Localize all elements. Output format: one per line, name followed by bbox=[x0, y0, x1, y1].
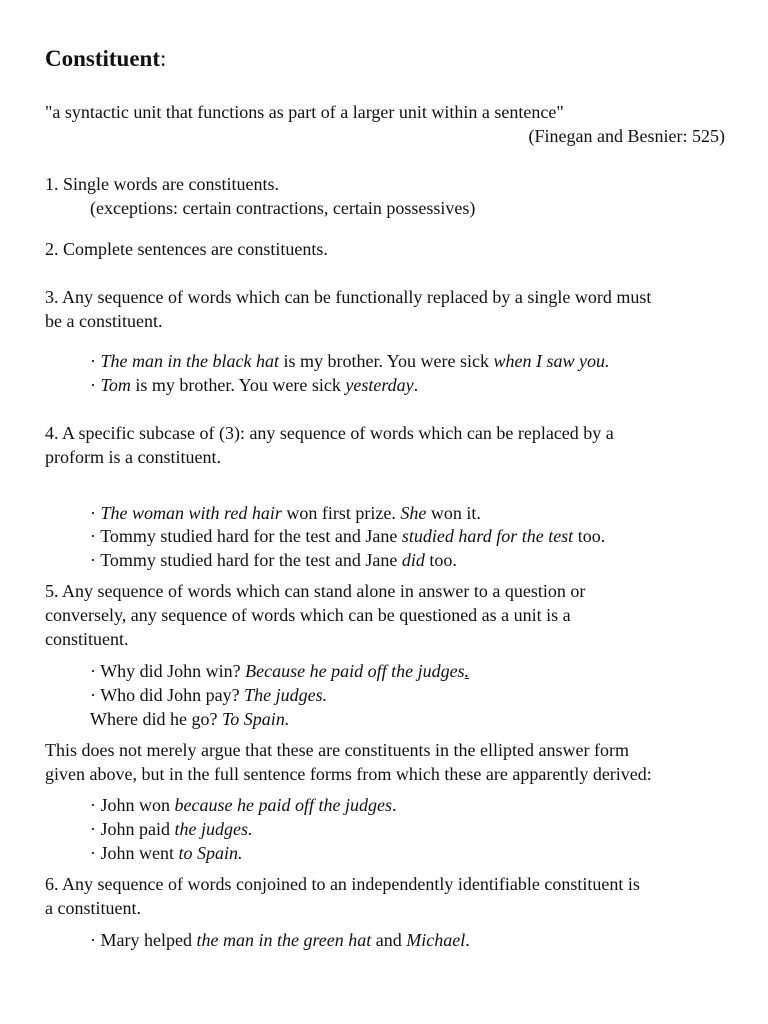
rule-5-example-1 bbox=[90, 660, 469, 682]
bullet: · bbox=[90, 930, 96, 950]
example-text: Where did he go? bbox=[90, 709, 222, 729]
example-italic: did bbox=[401, 550, 425, 570]
example-text: and bbox=[371, 930, 407, 950]
example-italic: the man in the green hat bbox=[196, 930, 372, 950]
rule-1: 1. Single words are constituents. bbox=[45, 174, 279, 194]
example-italic: studied hard for the test bbox=[401, 526, 574, 546]
example-text: Who did John pay? bbox=[100, 685, 245, 705]
bullet: · bbox=[90, 685, 96, 705]
rule-5-example-6 bbox=[90, 842, 243, 864]
rule-3-line-2: be a constituent. bbox=[45, 311, 163, 331]
example-italic: when I saw you. bbox=[493, 351, 610, 371]
example-italic: Because he paid off the judges bbox=[245, 661, 465, 681]
example-italic: Tom bbox=[100, 375, 131, 395]
bullet: · bbox=[90, 550, 96, 570]
example-text: won first prize. bbox=[281, 503, 401, 523]
example-italic: The woman with red hair bbox=[100, 503, 282, 523]
rule-6-example-1 bbox=[90, 929, 470, 951]
example-italic: The man in the black hat bbox=[100, 351, 279, 371]
rule-5-line-2: conversely, any sequence of words which can be questioned as a unit is a bbox=[45, 605, 571, 625]
rule-1-note: (exceptions: certain contractions, certain possessives) bbox=[90, 198, 476, 218]
example-italic: . bbox=[464, 661, 470, 681]
rule-5-line-3: constituent. bbox=[45, 629, 129, 649]
rule-4-example-3 bbox=[90, 549, 457, 571]
example-italic: yesterday bbox=[345, 375, 414, 395]
page-title bbox=[45, 48, 166, 70]
rule-4-example-1 bbox=[90, 502, 481, 524]
rule-3-example-2 bbox=[90, 374, 418, 396]
bullet: · bbox=[90, 351, 96, 371]
example-italic: The judges. bbox=[244, 685, 328, 705]
rule-4-example-2 bbox=[90, 525, 605, 547]
example-italic: Michael bbox=[406, 930, 466, 950]
bullet: · bbox=[90, 661, 96, 681]
bullet: · bbox=[90, 795, 96, 815]
example-italic: She bbox=[400, 503, 427, 523]
example-text: John won bbox=[100, 795, 175, 815]
rule-6-line-1: 6. Any sequence of words conjoined to an independently identifiable constituent is bbox=[45, 874, 640, 894]
example-text: . bbox=[465, 930, 470, 950]
example-text: is my brother. You were sick bbox=[278, 351, 494, 371]
bullet: · bbox=[90, 843, 96, 863]
definition-citation: (Finegan and Besnier: 525) bbox=[528, 126, 725, 146]
rule-5-example-5 bbox=[90, 818, 253, 840]
rule-5-paragraph-line-2: given above, but in the full sentence forms from which these are apparently derived: bbox=[45, 764, 652, 784]
rule-2: 2. Complete sentences are constituents. bbox=[45, 239, 328, 259]
rule-5-example-2 bbox=[90, 684, 327, 706]
definition-quote: "a syntactic unit that functions as part of a larger unit within a sentence" bbox=[45, 102, 564, 122]
rule-3-example-1 bbox=[90, 350, 609, 372]
example-text: Why did John win? bbox=[100, 661, 246, 681]
example-text: . bbox=[413, 375, 419, 395]
bullet: · bbox=[90, 503, 96, 523]
rule-5-example-4 bbox=[90, 794, 396, 816]
rule-6-line-2: a constituent. bbox=[45, 898, 141, 918]
bullet: · bbox=[90, 375, 96, 395]
example-text: too. bbox=[424, 550, 457, 570]
example-italic: the judges. bbox=[174, 819, 253, 839]
rule-5-line-1: 5. Any sequence of words which can stand alone in answer to a question or bbox=[45, 581, 586, 601]
title-colon: : bbox=[160, 46, 167, 71]
example-italic: to Spain. bbox=[178, 843, 243, 863]
bullet: · bbox=[90, 526, 96, 546]
example-italic: because he paid off the judges bbox=[174, 795, 392, 815]
rule-4-line-1: 4. A specific subcase of (3): any sequence of words which can be replaced by a bbox=[45, 423, 614, 443]
example-text: won it. bbox=[426, 503, 481, 523]
example-text: is my brother. You were sick bbox=[130, 375, 346, 395]
example-text: . bbox=[391, 795, 397, 815]
rule-5-paragraph-line-1: This does not merely argue that these are constituents in the ellipted answer form bbox=[45, 740, 629, 760]
rule-4-line-2: proform is a constituent. bbox=[45, 447, 221, 467]
bullet: · bbox=[90, 819, 96, 839]
example-text: John paid bbox=[100, 819, 175, 839]
title-text: Constituent bbox=[45, 46, 161, 71]
example-text: Tommy studied hard for the test and Jane bbox=[100, 550, 402, 570]
example-text: Mary helped bbox=[100, 930, 197, 950]
example-text: Tommy studied hard for the test and Jane bbox=[100, 526, 402, 546]
example-italic: To Spain. bbox=[221, 709, 290, 729]
rule-5-example-3 bbox=[90, 708, 289, 730]
example-text: John went bbox=[100, 843, 179, 863]
example-text: too. bbox=[573, 526, 606, 546]
rule-3-line-1: 3. Any sequence of words which can be functionally replaced by a single word must bbox=[45, 287, 652, 307]
